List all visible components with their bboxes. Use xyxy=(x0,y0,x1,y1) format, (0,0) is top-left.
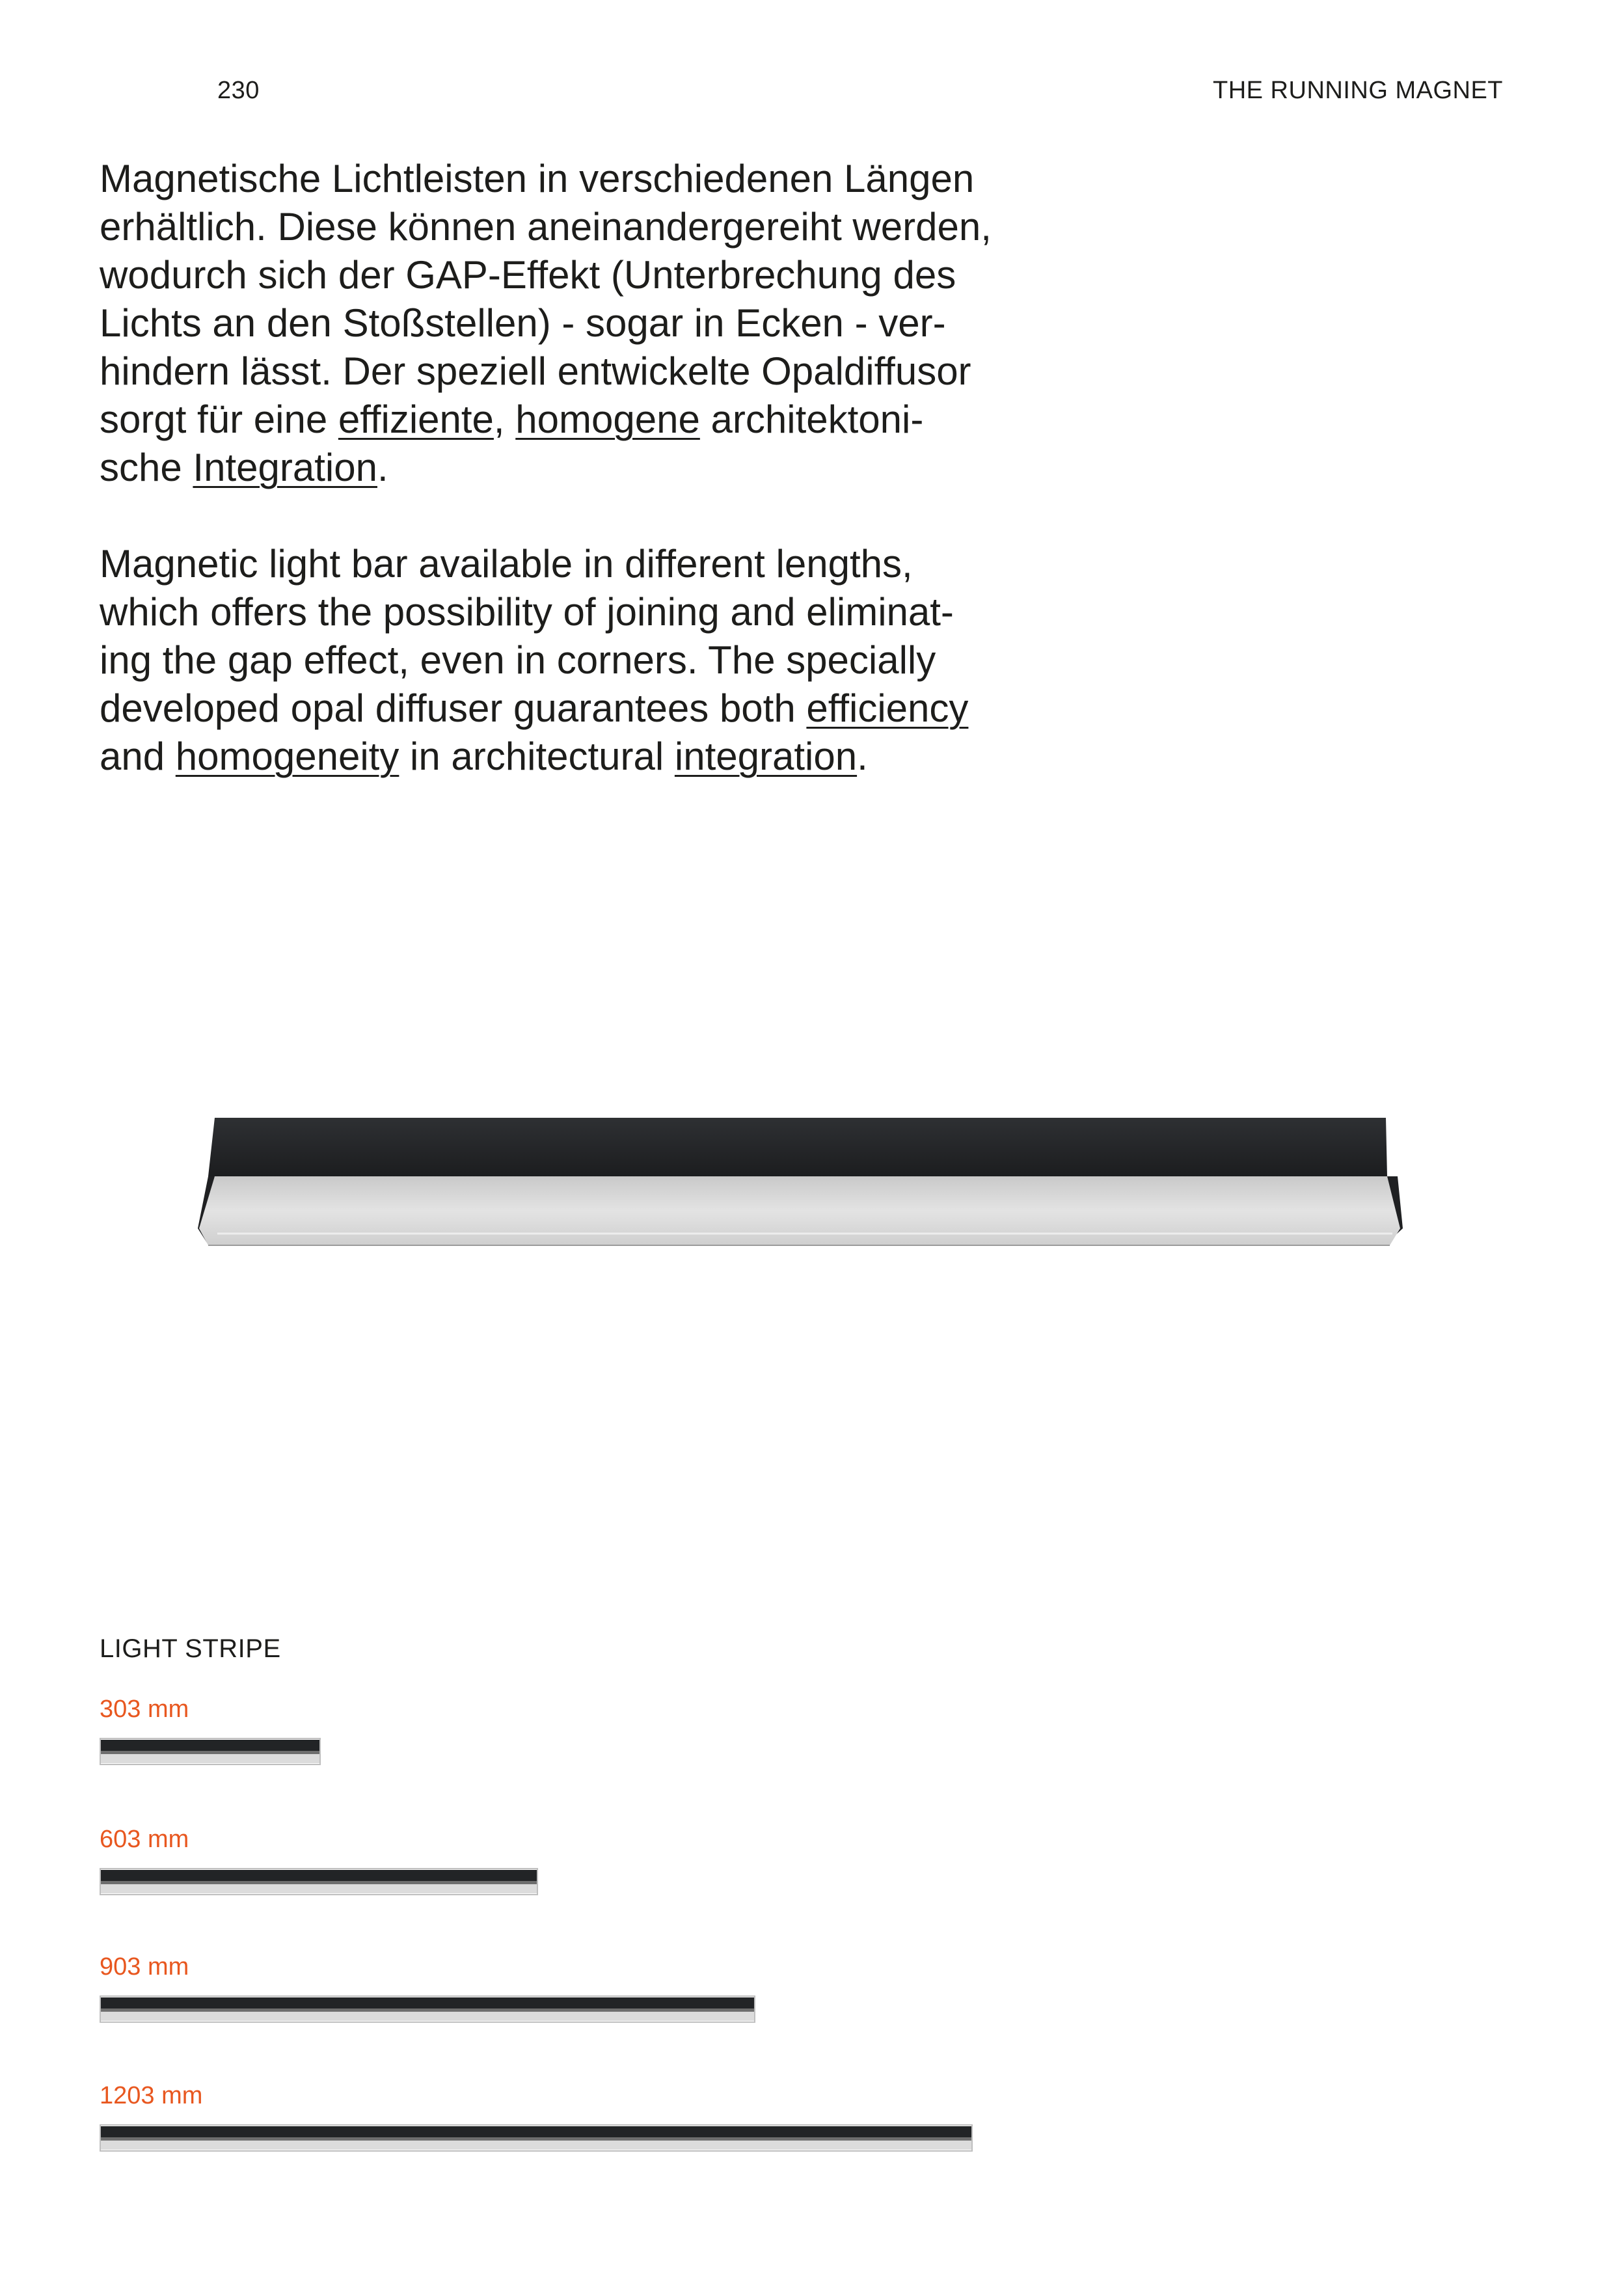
bar-housing xyxy=(101,2126,971,2137)
light-stripe-bar xyxy=(100,1995,757,2023)
keyword-integration: Integration xyxy=(193,446,377,489)
bar-housing xyxy=(101,1870,537,1881)
bar-edge xyxy=(101,2008,754,2012)
keyword-efficiency: efficiency xyxy=(806,686,969,730)
bar-diffuser xyxy=(101,1754,319,1763)
keyword-homogeneity: homogeneity xyxy=(175,735,399,778)
bar-housing xyxy=(101,1997,754,2008)
light-bar-product-image xyxy=(189,1106,1412,1275)
text-line: Magnetic light bar available in different lengths, xyxy=(100,542,913,586)
bar-diffuser xyxy=(101,2012,754,2021)
bar-edge xyxy=(101,1881,537,1884)
text-line: hindern lässt. Der speziell entwickelte Opaldiffusor xyxy=(100,349,971,393)
text-line: Lichts an den Stoßstellen) - sogar in Ecken - ver- xyxy=(100,301,946,345)
text-line: erhältlich. Diese können aneinandergereiht werden, xyxy=(100,205,992,249)
text-line: Magnetische Lichtleisten in verschiedenen Längen xyxy=(100,157,975,200)
text-line: and homogeneity in architectural integration. xyxy=(100,735,868,778)
bar-diffuser xyxy=(101,1884,537,1893)
bar-diffuser xyxy=(101,2141,971,2150)
variant-603 xyxy=(100,1826,539,1896)
text-line: sorgt für eine effiziente, homogene architektoni- xyxy=(100,398,924,441)
variant-length-label: 903 mm xyxy=(100,1953,189,1981)
variant-903 xyxy=(100,1953,757,2023)
bar-edge xyxy=(101,1751,319,1754)
text-line: wodurch sich der GAP-Effekt (Unterbrechung des xyxy=(100,253,956,297)
variant-1203 xyxy=(100,2082,974,2152)
keyword-integration-en: integration xyxy=(674,735,858,778)
light-stripe-bar xyxy=(100,1867,539,1896)
keyword-homogene: homogene xyxy=(515,398,700,441)
keyword-effiziente: effiziente xyxy=(338,398,494,441)
variant-length-label: 303 mm xyxy=(100,1696,189,1723)
text-line: which offers the possibility of joining and eliminat- xyxy=(100,590,954,634)
light-stripe-bar xyxy=(100,1737,322,1766)
light-stripe-bar xyxy=(100,2124,974,2152)
variants-title: LIGHT STRIPE xyxy=(100,1634,281,1663)
page-number: 230 xyxy=(217,77,260,104)
variant-303 xyxy=(100,1696,322,1766)
bar-edge xyxy=(101,2137,971,2141)
text-line: ing the gap effect, even in corners. The specially xyxy=(100,638,936,682)
variant-length-label: 603 mm xyxy=(100,1826,189,1853)
intro-english xyxy=(100,540,1049,781)
text-line: developed opal diffuser guarantees both efficiency xyxy=(100,686,969,730)
variant-length-label: 1203 mm xyxy=(100,2082,203,2109)
bar-housing xyxy=(101,1740,319,1751)
text-line: sche Integration. xyxy=(100,446,388,489)
running-title: THE RUNNING MAGNET xyxy=(1213,77,1503,104)
intro-german xyxy=(100,155,1049,492)
